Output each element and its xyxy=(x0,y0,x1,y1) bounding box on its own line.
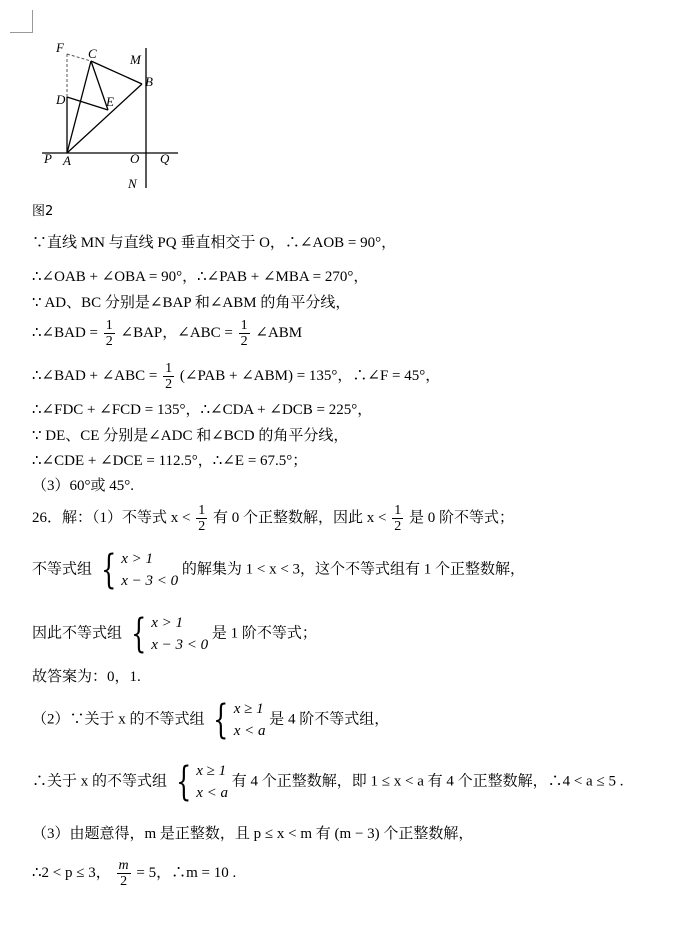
solution-line-6: ∴∠FDC + ∠FCD = 135°，∴∠CDA + ∠DCB = 225°， xyxy=(32,402,373,418)
text: 是 0 阶不等式； xyxy=(408,510,514,526)
text: 有 0 个正整数解，因此 x < xyxy=(212,510,387,526)
text: ∴关于 x 的不等式组 xyxy=(32,773,168,790)
inequality-system-1: { x > 1 x − 3 < 0 xyxy=(130,611,209,657)
text: 是 1 阶不等式； xyxy=(211,625,317,642)
fraction-half: $\frac{1}{2}$ xyxy=(240,318,248,350)
text: ∴2 < p ≤ 3， xyxy=(32,865,111,881)
text: (∠PAB + ∠ABM) = 135°，∴∠F = 45°， xyxy=(179,368,441,384)
label-P: P xyxy=(44,151,52,166)
text: ∴∠BAD = xyxy=(32,325,98,341)
solution-line-11 xyxy=(32,548,525,592)
text: 是 4 阶不等式组， xyxy=(269,711,390,728)
text: 有 4 个正整数解，即 1 ≤ x < a 有 4 个正整数解，∴4 < a ≤ 5 . xyxy=(231,773,624,790)
solution-line-13: 故答案为：0，1. xyxy=(32,669,141,685)
text: ∴∠BAD + ∠ABC = xyxy=(32,368,158,384)
solution-line-16: （3）由题意得，m 是正整数，且 p ≤ x < m 有 (m − 3) 个正整数解， xyxy=(32,826,474,842)
solution-line-8: ∴∠CDE + ∠DCE = 112.5°，∴∠E = 67.5°； xyxy=(32,453,308,469)
label-A: A xyxy=(63,153,71,168)
fraction-half: $\frac{1}{2}$ xyxy=(198,503,206,535)
text: 不等式组 xyxy=(32,561,93,578)
label-C: C xyxy=(88,46,97,61)
solution-line-7: ∵ DE、CE 分别是∠ADC 和∠BCD 的角平分线， xyxy=(32,428,349,444)
solution-line-15 xyxy=(32,760,623,804)
text: （2）∵关于 x 的不等式组 xyxy=(32,711,205,728)
solution-line-17 xyxy=(32,855,236,891)
text: ∠BAP，∠ABC = xyxy=(120,325,233,341)
solution-line-14 xyxy=(32,698,389,742)
text: ∠ABM xyxy=(255,325,303,341)
solution-line-5 xyxy=(32,358,440,394)
text: 26．解：（1）不等式 x < xyxy=(32,510,191,526)
geometry-figure xyxy=(38,38,218,198)
fraction-half: $\frac{1}{2}$ xyxy=(394,503,402,535)
label-M: M xyxy=(130,52,141,67)
figure-caption: 图2 xyxy=(32,204,54,219)
problem-26-line xyxy=(32,500,514,536)
label-Q: Q xyxy=(160,151,170,166)
solution-line-12 xyxy=(32,612,317,656)
label-D: D xyxy=(56,92,66,107)
inequality-system-1: { x > 1 x − 3 < 0 xyxy=(100,547,179,593)
solution-line-3: ∵ AD、BC 分别是∠BAP 和∠ABM 的角平分线， xyxy=(32,295,351,311)
text: = 5，∴m = 10 . xyxy=(136,865,237,881)
label-O: O xyxy=(130,151,140,166)
label-E: E xyxy=(106,94,114,109)
solution-line-9: （3）60°或 45°. xyxy=(32,478,134,494)
solution-line-2: ∴∠OAB + ∠OBA = 90°，∴∠PAB + ∠MBA = 270°， xyxy=(32,269,369,285)
label-B: B xyxy=(145,74,153,89)
fraction-m-over-2: $\frac{m}{2}$ xyxy=(118,858,129,890)
solution-line-1: ∵直线 MN 与直线 PQ 垂直相交于 O，∴∠AOB = 90°， xyxy=(32,235,397,251)
text: 的解集为 1 < x < 3，这个不等式组有 1 个正整数解， xyxy=(181,561,526,578)
page-corner-mark xyxy=(10,10,33,33)
label-F: F xyxy=(56,40,64,55)
fraction-half: $\frac{1}{2}$ xyxy=(165,361,173,393)
inequality-system-2: { x ≥ 1 x < a xyxy=(213,697,266,743)
fraction-half: $\frac{1}{2}$ xyxy=(105,318,113,350)
text: 因此不等式组 xyxy=(32,625,123,642)
inequality-system-2: { x ≥ 1 x < a xyxy=(175,759,228,805)
solution-line-4 xyxy=(32,315,302,351)
label-N: N xyxy=(128,176,137,191)
